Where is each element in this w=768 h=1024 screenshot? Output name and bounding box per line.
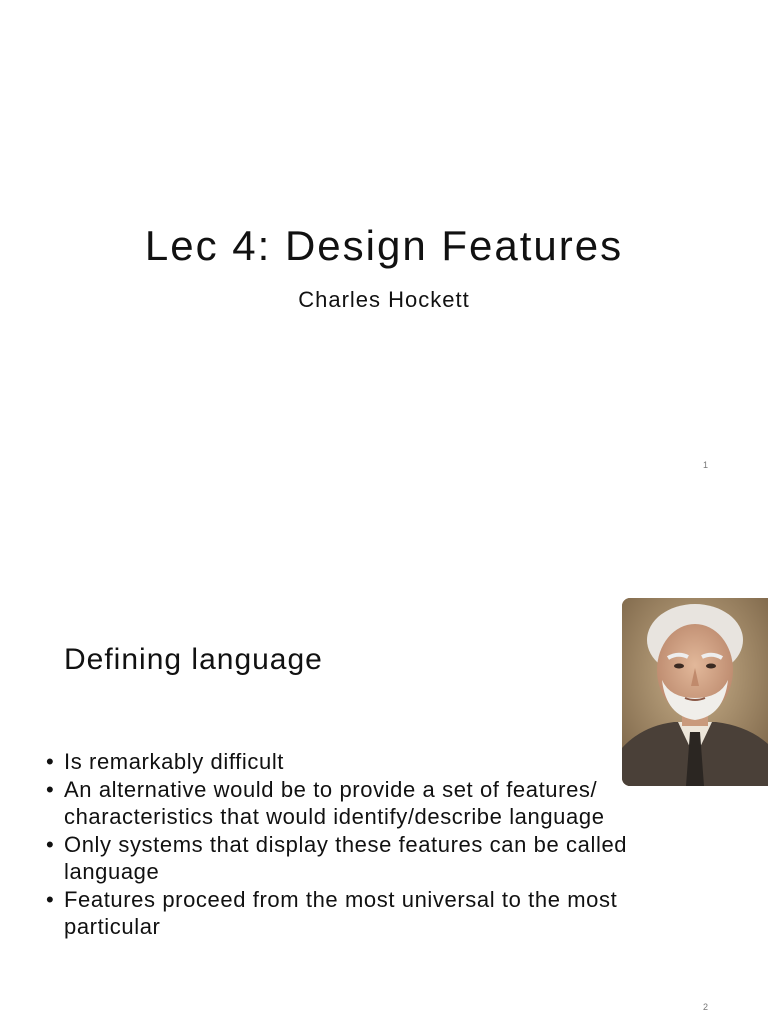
slide-heading: Defining language [64, 643, 323, 676]
slide-subtitle: Charles Hockett [298, 287, 470, 312]
list-item [46, 886, 646, 941]
list-item [46, 776, 646, 831]
list-item-text: Is remarkably difficult [64, 749, 285, 774]
list-item [46, 748, 646, 776]
slide-2 [0, 512, 768, 1024]
bullet-marker: • [46, 831, 55, 857]
page-number: 1 [702, 460, 708, 470]
bullet-marker: • [46, 776, 55, 802]
bullet-list [46, 748, 646, 941]
list-item [46, 831, 646, 886]
bullet-marker: • [46, 886, 55, 912]
list-item-text: Features proceed from the most universal to the most particular [64, 886, 618, 939]
slide-title: Lec 4: Design Features [144, 222, 624, 269]
page-number: 2 [702, 1002, 708, 1012]
list-item-text: An alternative would be to provide a set of features/ characteristics that would identify/describe language [64, 776, 605, 829]
list-item-text: Only systems that display these features can be called language [64, 831, 628, 884]
bullet-marker: • [46, 749, 55, 774]
